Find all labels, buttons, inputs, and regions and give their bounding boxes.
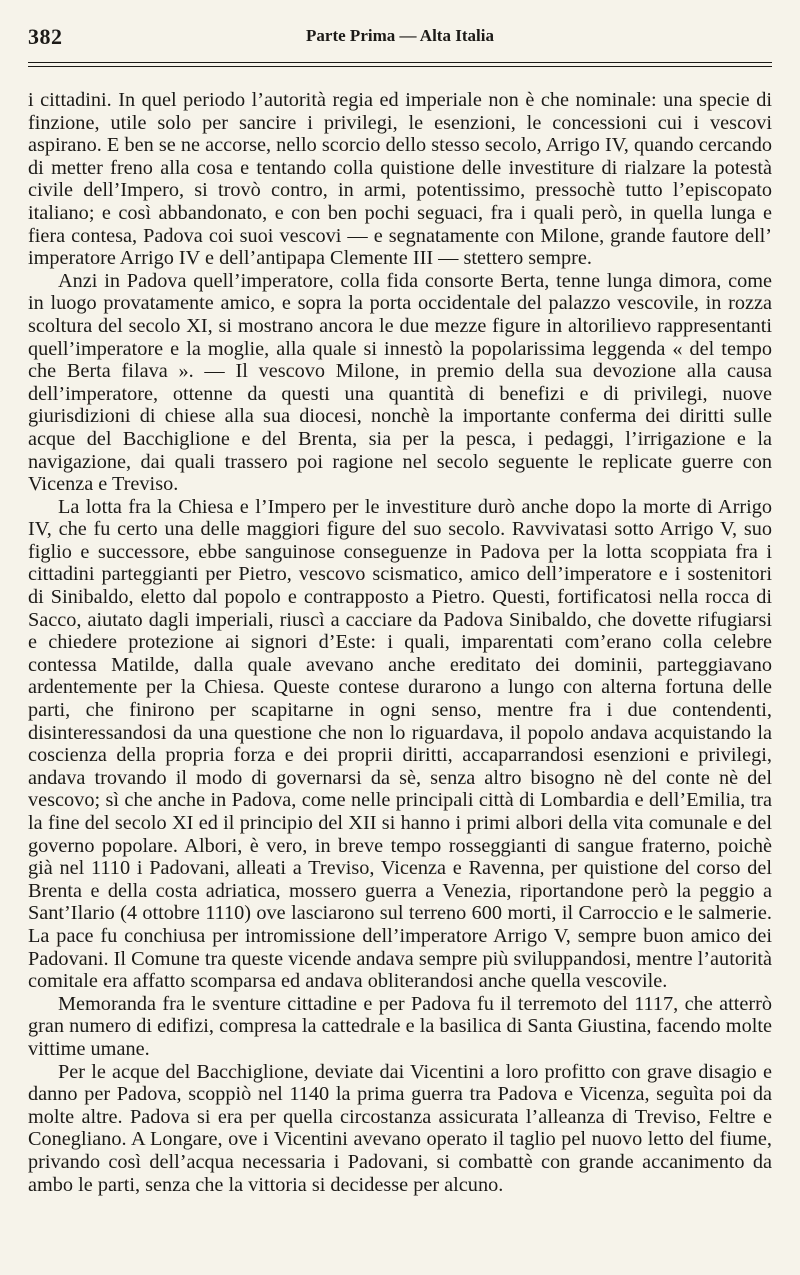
running-head	[28, 24, 772, 52]
paragraph: Per le acque del Bacchiglione, deviate dai Vicentini a loro profitto con grave disagio e danno per Padova, scoppiò nel 1140 la prima guerra tra Padova e Vicenza, seguìta poi da molte altre. Padova si era per quella circostanza assicurata l’alleanza di Treviso, Feltre e Conegliano. A Longare, ove i Vicentini avevano operato il taglio pel nuovo letto del fiume, privando così dell’acqua necessaria i Padovani, si combattè con grande accanimento da ambo le parti, senza che la vittoria si decidesse per alcuno.	[28, 1060, 772, 1196]
body-text	[28, 89, 772, 1196]
running-title: Parte Prima — Alta Italia	[306, 26, 494, 45]
paragraph: i cittadini. In quel periodo l’autorità regia ed imperiale non è che nominale: una specie di finzione, utile solo per sancire i privilegi, le esenzioni, le concessioni cui i vescovi aspirano. E ben se ne accorse, nello scorcio dello stesso secolo, Arrigo IV, quando cercando di metter freno alla cosa e tentando colla quistione delle investiture di rialzare la potestà civile dell’Impero, si trovò contro, in armi, potentissimo, pressochè tutto l’episcopato italiano; e così abbandonato, e con ben pochi seguaci, fra i quali però, in quella lunga e fiera contesa, Padova coi suoi vescovi — e segnatamente con Milone, grande fautore dell’ imperatore Arrigo IV e dell’antipapa Clemente III — stettero sempre.	[28, 89, 772, 270]
paragraph: Anzi in Padova quell’imperatore, colla fida consorte Berta, tenne lunga dimora, come in luogo provatamente amico, e sopra la porta occidentale del palazzo vescovile, in rozza scoltura del secolo XI, si mostrano ancora le due mezze figure in altorilievo rappresentanti quell’imperatore e la moglie, alla quale si innestò la popolarissima leggenda « del tempo che Berta filava ». — Il vescovo Milone, in premio della sua devozione alla causa dell’imperatore, ottenne da questi una quantità di benefizi e di privilegi, nuove giurisdizioni di chiese alla sua diocesi, nonchè la importante conferma dei diritti sulle acque del Bacchiglione e del Brenta, sia per la pesca, i pedaggi, l’irrigazione e la navigazione, dai quali trassero poi ragione nel secolo seguente le replicate guerre con Vicenza e Treviso.	[28, 269, 772, 496]
header-double-rule	[28, 62, 772, 67]
paragraph: La lotta fra la Chiesa e l’Impero per le investiture durò anche dopo la morte di Arrigo IV, che fu certo una delle maggiori figure del suo secolo. Ravvivatasi sotto Arrigo V, suo figlio e successore, ebbe sanguinose conseguenze in Padova per la lotta scoppiata fra i cittadini parteggianti per Pietro, vescovo scismatico, amico dell’imperatore e i sostenitori di Sinibaldo, eletto dal popolo e contrapposto a Pietro. Questi, fortificatosi nella rocca di Sacco, aiutato dagli imperiali, riuscì a cacciare da Padova Sinibaldo, che dovette rifugiarsi e chiedere protezione ai signori d’Este: i quali, imparentati com’erano colla celebre contessa Matilde, dalla quale avevano anche ereditato dei dominii, parteggiavano ardentemente per la Chiesa. Queste contese durarono a lungo con alterna fortuna delle parti, che finirono per scapitarne in ogni senso, mentre fra i due contendenti, disinteressandosi da una questione che non lo riguardava, il popolo andava acquistando la coscienza della propria forza e dei proprii diritti, accaparrandosi esenzioni e privilegi, andava trovando il modo di governarsi da sè, senza altro bisogno nè del conte nè del vescovo; sì che anche in Padova, come nelle principali città di Lombardia e dell’Emilia, tra la fine del secolo XI ed il principio del XII si hanno i primi albori della vita comunale e del governo popolare. Albori, è vero, in breve tempo rosseggianti di sangue fraterno, poichè già nel 1110 i Padovani, alleati a Treviso, Vicenza e Ravenna, per quistione del corso del Brenta e della costa adriatica, mossero guerra a Venezia, riportandone però la peggio a Sant’Ilario (4 ottobre 1110) ove lasciarono sul terreno 600 morti, il Carroccio e le salmerie. La pace fu conchiusa per intromissione dell’imperatore Arrigo V, sempre buon amico dei Padovani. Il Comune tra queste vicende andava sempre più sviluppandosi, mentre l’autorità comitale era affatto scomparsa ed andava obliterandosi anche quella vescovile.	[28, 495, 772, 993]
paragraph: Memoranda fra le sventure cittadine e per Padova fu il terremoto del 1117, che atterrò gran numero di edifizi, compresa la cattedrale e la basilica di Santa Giustina, facendo molte vittime umane.	[28, 992, 772, 1060]
page-number: 382	[28, 24, 63, 49]
